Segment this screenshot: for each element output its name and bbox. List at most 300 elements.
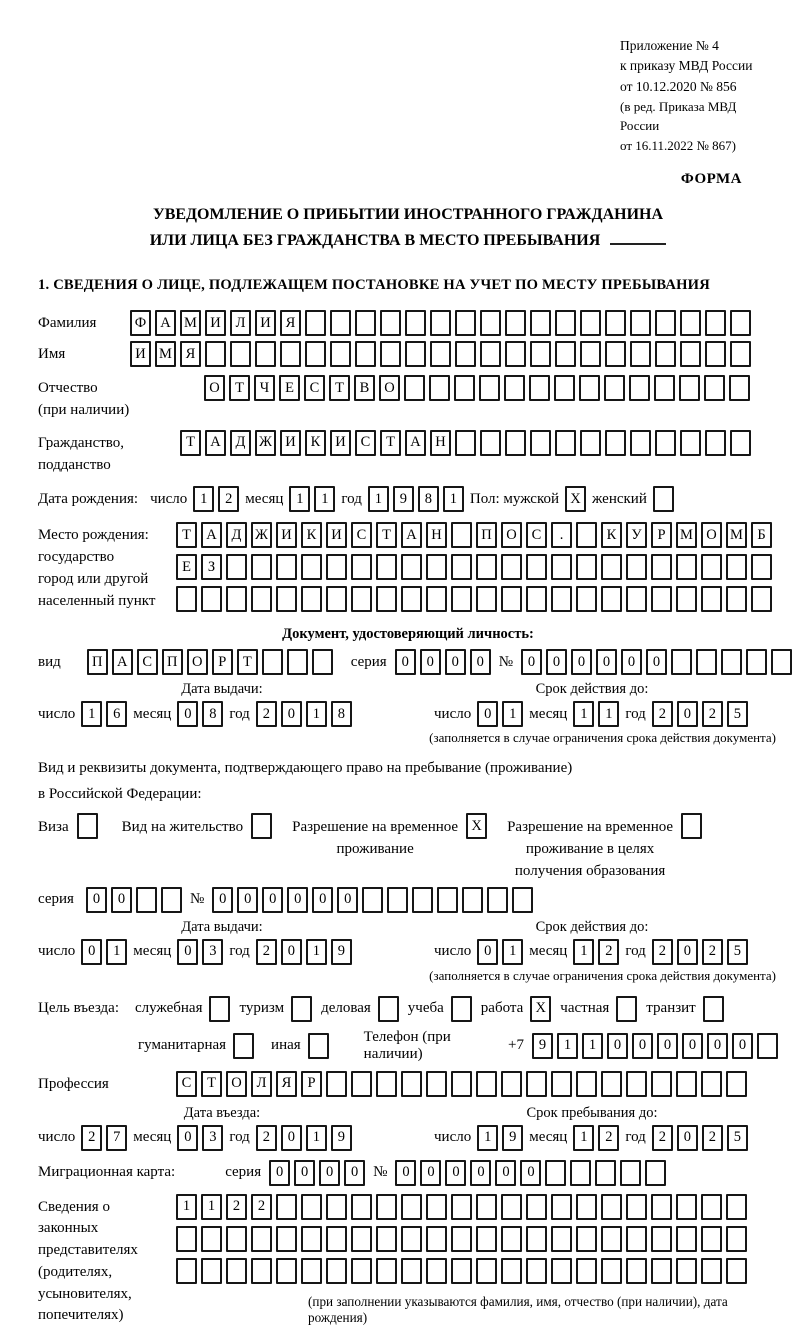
char-cell[interactable]: 6 — [106, 701, 127, 727]
char-cell[interactable] — [201, 1226, 222, 1252]
char-cell[interactable]: 1 — [314, 486, 335, 512]
char-cell[interactable] — [676, 554, 697, 580]
char-cell[interactable] — [729, 375, 750, 401]
char-cell[interactable] — [601, 1258, 622, 1284]
char-cell[interactable] — [429, 375, 450, 401]
char-cell[interactable]: 0 — [337, 887, 358, 913]
char-cell[interactable] — [226, 1226, 247, 1252]
char-cell[interactable] — [380, 341, 401, 367]
char-cell[interactable]: 2 — [652, 939, 673, 965]
char-cell[interactable] — [601, 586, 622, 612]
char-cell[interactable] — [301, 586, 322, 612]
char-cell[interactable] — [771, 649, 792, 675]
char-cell[interactable]: 9 — [502, 1125, 523, 1151]
char-cell[interactable]: 0 — [287, 887, 308, 913]
char-cell[interactable] — [704, 375, 725, 401]
char-cell[interactable] — [462, 887, 483, 913]
char-cell[interactable]: 1 — [582, 1033, 603, 1059]
char-cell[interactable] — [653, 486, 674, 512]
char-cell[interactable]: 2 — [256, 701, 277, 727]
char-cell[interactable]: 8 — [331, 701, 352, 727]
char-cell[interactable]: 0 — [520, 1160, 541, 1186]
char-cell[interactable] — [726, 586, 747, 612]
char-cell[interactable] — [404, 375, 425, 401]
char-cell[interactable] — [605, 310, 626, 336]
char-cell[interactable] — [251, 586, 272, 612]
char-cell[interactable]: 2 — [652, 701, 673, 727]
char-cell[interactable] — [487, 887, 508, 913]
char-cell[interactable] — [551, 1258, 572, 1284]
char-cell[interactable]: 0 — [177, 939, 198, 965]
char-cell[interactable] — [351, 1071, 372, 1097]
char-cell[interactable]: 2 — [598, 939, 619, 965]
char-cell[interactable] — [376, 586, 397, 612]
char-cell[interactable] — [576, 586, 597, 612]
char-cell[interactable]: Н — [430, 430, 451, 456]
char-cell[interactable] — [355, 341, 376, 367]
char-cell[interactable] — [426, 1226, 447, 1252]
char-cell[interactable] — [501, 1194, 522, 1220]
char-cell[interactable] — [620, 1160, 641, 1186]
char-cell[interactable]: А — [401, 522, 422, 548]
char-cell[interactable] — [580, 430, 601, 456]
char-cell[interactable]: 9 — [331, 939, 352, 965]
char-cell[interactable] — [451, 554, 472, 580]
char-cell[interactable] — [255, 341, 276, 367]
char-cell[interactable]: 1 — [477, 1125, 498, 1151]
char-cell[interactable] — [576, 522, 597, 548]
char-cell[interactable] — [705, 430, 726, 456]
char-cell[interactable]: Р — [212, 649, 233, 675]
char-cell[interactable]: 9 — [393, 486, 414, 512]
char-cell[interactable] — [751, 554, 772, 580]
char-cell[interactable] — [651, 586, 672, 612]
char-cell[interactable]: 0 — [420, 1160, 441, 1186]
char-cell[interactable]: 7 — [106, 1125, 127, 1151]
char-cell[interactable] — [401, 554, 422, 580]
char-cell[interactable] — [576, 1258, 597, 1284]
char-cell[interactable]: 0 — [657, 1033, 678, 1059]
char-cell[interactable] — [501, 554, 522, 580]
char-cell[interactable]: И — [280, 430, 301, 456]
char-cell[interactable] — [530, 310, 551, 336]
char-cell[interactable] — [476, 1258, 497, 1284]
char-cell[interactable] — [426, 1258, 447, 1284]
char-cell[interactable] — [654, 375, 675, 401]
char-cell[interactable]: П — [476, 522, 497, 548]
char-cell[interactable] — [555, 310, 576, 336]
char-cell[interactable]: 1 — [368, 486, 389, 512]
char-cell[interactable]: 0 — [319, 1160, 340, 1186]
char-cell[interactable] — [326, 554, 347, 580]
char-cell[interactable]: . — [551, 522, 572, 548]
char-cell[interactable]: 9 — [331, 1125, 352, 1151]
char-cell[interactable] — [426, 586, 447, 612]
char-cell[interactable] — [580, 341, 601, 367]
char-cell[interactable] — [451, 586, 472, 612]
char-cell[interactable] — [555, 341, 576, 367]
char-cell[interactable] — [426, 1194, 447, 1220]
char-cell[interactable]: 1 — [502, 701, 523, 727]
char-cell[interactable] — [437, 887, 458, 913]
char-cell[interactable]: П — [87, 649, 108, 675]
char-cell[interactable] — [576, 1071, 597, 1097]
char-cell[interactable] — [479, 375, 500, 401]
char-cell[interactable] — [551, 554, 572, 580]
char-cell[interactable] — [601, 1071, 622, 1097]
char-cell[interactable] — [526, 1071, 547, 1097]
char-cell[interactable]: Т — [229, 375, 250, 401]
char-cell[interactable] — [580, 310, 601, 336]
char-cell[interactable] — [604, 375, 625, 401]
char-cell[interactable]: 2 — [81, 1125, 102, 1151]
char-cell[interactable]: 0 — [177, 1125, 198, 1151]
char-cell[interactable]: 1 — [193, 486, 214, 512]
char-cell[interactable] — [505, 430, 526, 456]
char-cell[interactable]: С — [304, 375, 325, 401]
char-cell[interactable] — [451, 522, 472, 548]
char-cell[interactable]: 0 — [632, 1033, 653, 1059]
char-cell[interactable]: 2 — [218, 486, 239, 512]
char-cell[interactable]: 5 — [727, 1125, 748, 1151]
char-cell[interactable]: Я — [280, 310, 301, 336]
char-cell[interactable] — [426, 1071, 447, 1097]
char-cell[interactable] — [401, 586, 422, 612]
char-cell[interactable]: Д — [226, 522, 247, 548]
char-cell[interactable]: М — [180, 310, 201, 336]
char-cell[interactable]: 3 — [202, 1125, 223, 1151]
char-cell[interactable]: Я — [180, 341, 201, 367]
char-cell[interactable] — [680, 341, 701, 367]
char-cell[interactable] — [726, 1226, 747, 1252]
char-cell[interactable] — [387, 887, 408, 913]
char-cell[interactable]: П — [162, 649, 183, 675]
char-cell[interactable] — [226, 586, 247, 612]
char-cell[interactable]: 1 — [289, 486, 310, 512]
char-cell[interactable] — [77, 813, 98, 839]
char-cell[interactable] — [551, 586, 572, 612]
char-cell[interactable]: И — [330, 430, 351, 456]
char-cell[interactable]: И — [276, 522, 297, 548]
char-cell[interactable] — [176, 586, 197, 612]
char-cell[interactable]: 1 — [201, 1194, 222, 1220]
char-cell[interactable] — [630, 430, 651, 456]
char-cell[interactable] — [455, 430, 476, 456]
char-cell[interactable] — [721, 649, 742, 675]
char-cell[interactable]: 2 — [702, 701, 723, 727]
char-cell[interactable] — [554, 375, 575, 401]
char-cell[interactable] — [480, 430, 501, 456]
char-cell[interactable] — [655, 341, 676, 367]
char-cell[interactable]: О — [204, 375, 225, 401]
char-cell[interactable]: 0 — [477, 701, 498, 727]
char-cell[interactable]: 2 — [256, 1125, 277, 1151]
char-cell[interactable]: 8 — [202, 701, 223, 727]
char-cell[interactable]: 0 — [521, 649, 542, 675]
char-cell[interactable]: С — [137, 649, 158, 675]
char-cell[interactable] — [680, 310, 701, 336]
char-cell[interactable]: С — [176, 1071, 197, 1097]
char-cell[interactable] — [651, 554, 672, 580]
char-cell[interactable] — [326, 1194, 347, 1220]
char-cell[interactable]: Т — [180, 430, 201, 456]
char-cell[interactable]: Т — [329, 375, 350, 401]
char-cell[interactable]: X — [565, 486, 586, 512]
char-cell[interactable] — [601, 1226, 622, 1252]
char-cell[interactable] — [726, 1071, 747, 1097]
char-cell[interactable] — [680, 430, 701, 456]
char-cell[interactable] — [405, 310, 426, 336]
char-cell[interactable] — [529, 375, 550, 401]
char-cell[interactable]: 1 — [598, 701, 619, 727]
char-cell[interactable]: В — [354, 375, 375, 401]
char-cell[interactable]: 0 — [470, 649, 491, 675]
char-cell[interactable] — [476, 1194, 497, 1220]
char-cell[interactable]: З — [201, 554, 222, 580]
char-cell[interactable]: 8 — [418, 486, 439, 512]
char-cell[interactable] — [376, 1194, 397, 1220]
char-cell[interactable] — [616, 996, 637, 1022]
char-cell[interactable] — [705, 341, 726, 367]
char-cell[interactable] — [701, 1071, 722, 1097]
char-cell[interactable]: А — [205, 430, 226, 456]
char-cell[interactable]: 9 — [532, 1033, 553, 1059]
char-cell[interactable]: Р — [651, 522, 672, 548]
char-cell[interactable]: 0 — [86, 887, 107, 913]
char-cell[interactable] — [276, 1226, 297, 1252]
char-cell[interactable] — [526, 554, 547, 580]
char-cell[interactable] — [476, 554, 497, 580]
char-cell[interactable]: Ж — [251, 522, 272, 548]
char-cell[interactable] — [476, 1071, 497, 1097]
char-cell[interactable] — [726, 554, 747, 580]
char-cell[interactable] — [362, 887, 383, 913]
char-cell[interactable] — [551, 1194, 572, 1220]
char-cell[interactable]: 0 — [621, 649, 642, 675]
char-cell[interactable] — [161, 887, 182, 913]
char-cell[interactable] — [551, 1226, 572, 1252]
char-cell[interactable]: 2 — [256, 939, 277, 965]
char-cell[interactable] — [505, 310, 526, 336]
char-cell[interactable] — [451, 996, 472, 1022]
char-cell[interactable]: X — [466, 813, 487, 839]
char-cell[interactable]: Т — [237, 649, 258, 675]
char-cell[interactable]: У — [626, 522, 647, 548]
char-cell[interactable]: 0 — [212, 887, 233, 913]
char-cell[interactable] — [351, 554, 372, 580]
char-cell[interactable] — [626, 586, 647, 612]
char-cell[interactable] — [701, 1194, 722, 1220]
char-cell[interactable] — [676, 586, 697, 612]
char-cell[interactable] — [671, 649, 692, 675]
char-cell[interactable] — [630, 310, 651, 336]
char-cell[interactable]: Б — [751, 522, 772, 548]
char-cell[interactable] — [530, 430, 551, 456]
char-cell[interactable] — [330, 310, 351, 336]
char-cell[interactable] — [703, 996, 724, 1022]
char-cell[interactable] — [526, 586, 547, 612]
char-cell[interactable] — [595, 1160, 616, 1186]
char-cell[interactable] — [326, 1071, 347, 1097]
char-cell[interactable] — [351, 1258, 372, 1284]
char-cell[interactable] — [376, 554, 397, 580]
char-cell[interactable] — [401, 1071, 422, 1097]
char-cell[interactable] — [201, 586, 222, 612]
char-cell[interactable] — [501, 1258, 522, 1284]
char-cell[interactable]: 0 — [237, 887, 258, 913]
char-cell[interactable] — [705, 310, 726, 336]
char-cell[interactable] — [501, 1226, 522, 1252]
char-cell[interactable]: Т — [176, 522, 197, 548]
char-cell[interactable]: 0 — [420, 649, 441, 675]
char-cell[interactable]: Я — [276, 1071, 297, 1097]
char-cell[interactable] — [626, 1258, 647, 1284]
char-cell[interactable]: 0 — [312, 887, 333, 913]
char-cell[interactable]: 0 — [607, 1033, 628, 1059]
char-cell[interactable] — [701, 1226, 722, 1252]
char-cell[interactable] — [701, 586, 722, 612]
char-cell[interactable] — [630, 341, 651, 367]
char-cell[interactable] — [430, 310, 451, 336]
char-cell[interactable]: 1 — [81, 701, 102, 727]
char-cell[interactable]: 2 — [598, 1125, 619, 1151]
char-cell[interactable] — [401, 1226, 422, 1252]
char-cell[interactable] — [480, 310, 501, 336]
char-cell[interactable] — [430, 341, 451, 367]
char-cell[interactable] — [251, 813, 272, 839]
char-cell[interactable]: 3 — [202, 939, 223, 965]
char-cell[interactable] — [226, 554, 247, 580]
char-cell[interactable] — [576, 1194, 597, 1220]
char-cell[interactable] — [526, 1226, 547, 1252]
char-cell[interactable]: 0 — [445, 649, 466, 675]
char-cell[interactable]: 0 — [269, 1160, 290, 1186]
char-cell[interactable] — [651, 1258, 672, 1284]
char-cell[interactable]: 0 — [395, 1160, 416, 1186]
char-cell[interactable] — [305, 341, 326, 367]
char-cell[interactable] — [262, 649, 283, 675]
char-cell[interactable]: И — [255, 310, 276, 336]
char-cell[interactable]: М — [155, 341, 176, 367]
char-cell[interactable] — [651, 1071, 672, 1097]
char-cell[interactable]: X — [530, 996, 551, 1022]
char-cell[interactable] — [312, 649, 333, 675]
char-cell[interactable] — [512, 887, 533, 913]
char-cell[interactable]: 0 — [732, 1033, 753, 1059]
char-cell[interactable] — [626, 1194, 647, 1220]
char-cell[interactable]: 2 — [702, 939, 723, 965]
char-cell[interactable]: К — [305, 430, 326, 456]
char-cell[interactable] — [351, 1194, 372, 1220]
char-cell[interactable] — [351, 1226, 372, 1252]
char-cell[interactable] — [291, 996, 312, 1022]
char-cell[interactable]: 1 — [306, 701, 327, 727]
char-cell[interactable] — [376, 1071, 397, 1097]
char-cell[interactable] — [651, 1194, 672, 1220]
char-cell[interactable]: 0 — [470, 1160, 491, 1186]
char-cell[interactable] — [655, 310, 676, 336]
char-cell[interactable]: 1 — [557, 1033, 578, 1059]
char-cell[interactable]: О — [226, 1071, 247, 1097]
char-cell[interactable] — [730, 310, 751, 336]
char-cell[interactable] — [645, 1160, 666, 1186]
char-cell[interactable] — [455, 310, 476, 336]
char-cell[interactable]: Ч — [254, 375, 275, 401]
char-cell[interactable]: 0 — [344, 1160, 365, 1186]
char-cell[interactable] — [251, 1258, 272, 1284]
char-cell[interactable] — [378, 996, 399, 1022]
char-cell[interactable]: 2 — [251, 1194, 272, 1220]
char-cell[interactable] — [305, 310, 326, 336]
char-cell[interactable] — [555, 430, 576, 456]
char-cell[interactable]: 5 — [727, 701, 748, 727]
char-cell[interactable]: 1 — [306, 939, 327, 965]
char-cell[interactable]: 1 — [443, 486, 464, 512]
char-cell[interactable] — [412, 887, 433, 913]
char-cell[interactable] — [280, 341, 301, 367]
char-cell[interactable]: Т — [201, 1071, 222, 1097]
char-cell[interactable]: Ф — [130, 310, 151, 336]
char-cell[interactable]: М — [726, 522, 747, 548]
char-cell[interactable] — [301, 1258, 322, 1284]
char-cell[interactable] — [451, 1226, 472, 1252]
char-cell[interactable] — [405, 341, 426, 367]
char-cell[interactable]: О — [187, 649, 208, 675]
char-cell[interactable]: 0 — [81, 939, 102, 965]
char-cell[interactable] — [476, 1226, 497, 1252]
char-cell[interactable]: 0 — [571, 649, 592, 675]
char-cell[interactable] — [401, 1194, 422, 1220]
char-cell[interactable]: А — [155, 310, 176, 336]
char-cell[interactable]: 0 — [395, 649, 416, 675]
char-cell[interactable] — [136, 887, 157, 913]
char-cell[interactable] — [626, 1071, 647, 1097]
char-cell[interactable]: Л — [251, 1071, 272, 1097]
char-cell[interactable]: 5 — [727, 939, 748, 965]
char-cell[interactable]: 1 — [306, 1125, 327, 1151]
char-cell[interactable]: 1 — [502, 939, 523, 965]
char-cell[interactable] — [330, 341, 351, 367]
char-cell[interactable] — [576, 554, 597, 580]
char-cell[interactable] — [205, 341, 226, 367]
char-cell[interactable]: 0 — [177, 701, 198, 727]
char-cell[interactable] — [505, 341, 526, 367]
char-cell[interactable] — [326, 1226, 347, 1252]
char-cell[interactable] — [526, 1258, 547, 1284]
char-cell[interactable] — [455, 341, 476, 367]
char-cell[interactable] — [380, 310, 401, 336]
char-cell[interactable] — [605, 341, 626, 367]
char-cell[interactable]: 2 — [652, 1125, 673, 1151]
char-cell[interactable] — [451, 1194, 472, 1220]
char-cell[interactable]: Д — [230, 430, 251, 456]
char-cell[interactable] — [676, 1071, 697, 1097]
char-cell[interactable] — [276, 1258, 297, 1284]
char-cell[interactable] — [679, 375, 700, 401]
char-cell[interactable] — [209, 996, 230, 1022]
char-cell[interactable]: Т — [376, 522, 397, 548]
char-cell[interactable] — [545, 1160, 566, 1186]
char-cell[interactable]: 0 — [477, 939, 498, 965]
char-cell[interactable] — [701, 554, 722, 580]
char-cell[interactable] — [276, 586, 297, 612]
char-cell[interactable] — [226, 1258, 247, 1284]
char-cell[interactable]: О — [379, 375, 400, 401]
char-cell[interactable]: 0 — [445, 1160, 466, 1186]
char-cell[interactable]: 0 — [294, 1160, 315, 1186]
char-cell[interactable] — [579, 375, 600, 401]
char-cell[interactable]: 2 — [702, 1125, 723, 1151]
